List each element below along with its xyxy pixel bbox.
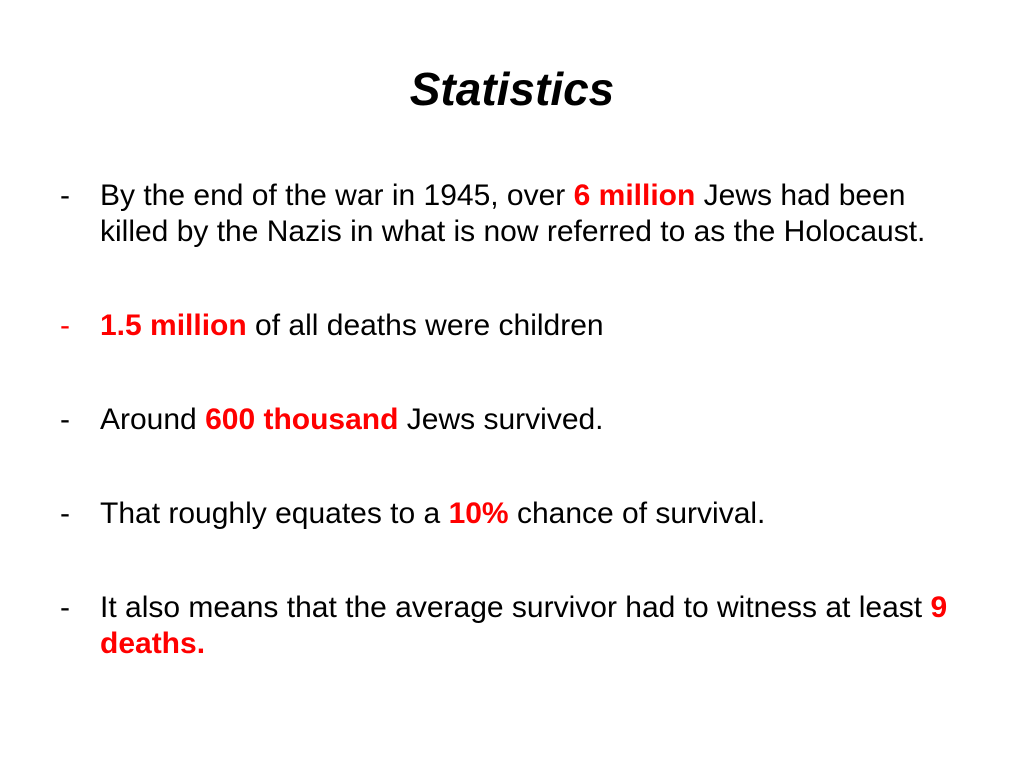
bullet-marker: - (60, 309, 70, 342)
bullet-highlight: 1.5 million (100, 309, 247, 342)
bullet-item (60, 590, 980, 662)
bullet-text: Jews had been killed by the Nazis in what is now referred to as the Holocaust. (100, 179, 926, 248)
bullet-highlight: 6 million (573, 179, 696, 212)
bullet-highlight: 10% (448, 497, 509, 530)
bullet-highlight: 9 deaths. (100, 591, 948, 660)
bullet-text: chance of survival. (508, 497, 766, 530)
bullet-text: Around (100, 403, 206, 436)
bullet-item (60, 496, 980, 532)
slide-title: Statistics (409, 63, 615, 115)
bullet-marker: - (60, 591, 70, 624)
bullet-marker: - (60, 403, 70, 436)
bullet-highlight: 600 thousand (205, 403, 399, 436)
bullet-item (60, 178, 980, 250)
bullet-marker: - (60, 497, 70, 530)
bullet-text: That roughly equates to a (100, 497, 449, 530)
bullet-text: It also means that the average survivor had to witness at least (100, 591, 931, 624)
bullet-text: By the end of the war in 1945, over (100, 179, 574, 212)
bullet-item (60, 402, 980, 438)
bullet-text: Jews survived. (398, 403, 604, 436)
bullet-marker: - (60, 179, 70, 212)
bullet-list (60, 178, 980, 662)
bullet-text: of all deaths were children (246, 309, 604, 342)
bullet-item (60, 308, 980, 344)
